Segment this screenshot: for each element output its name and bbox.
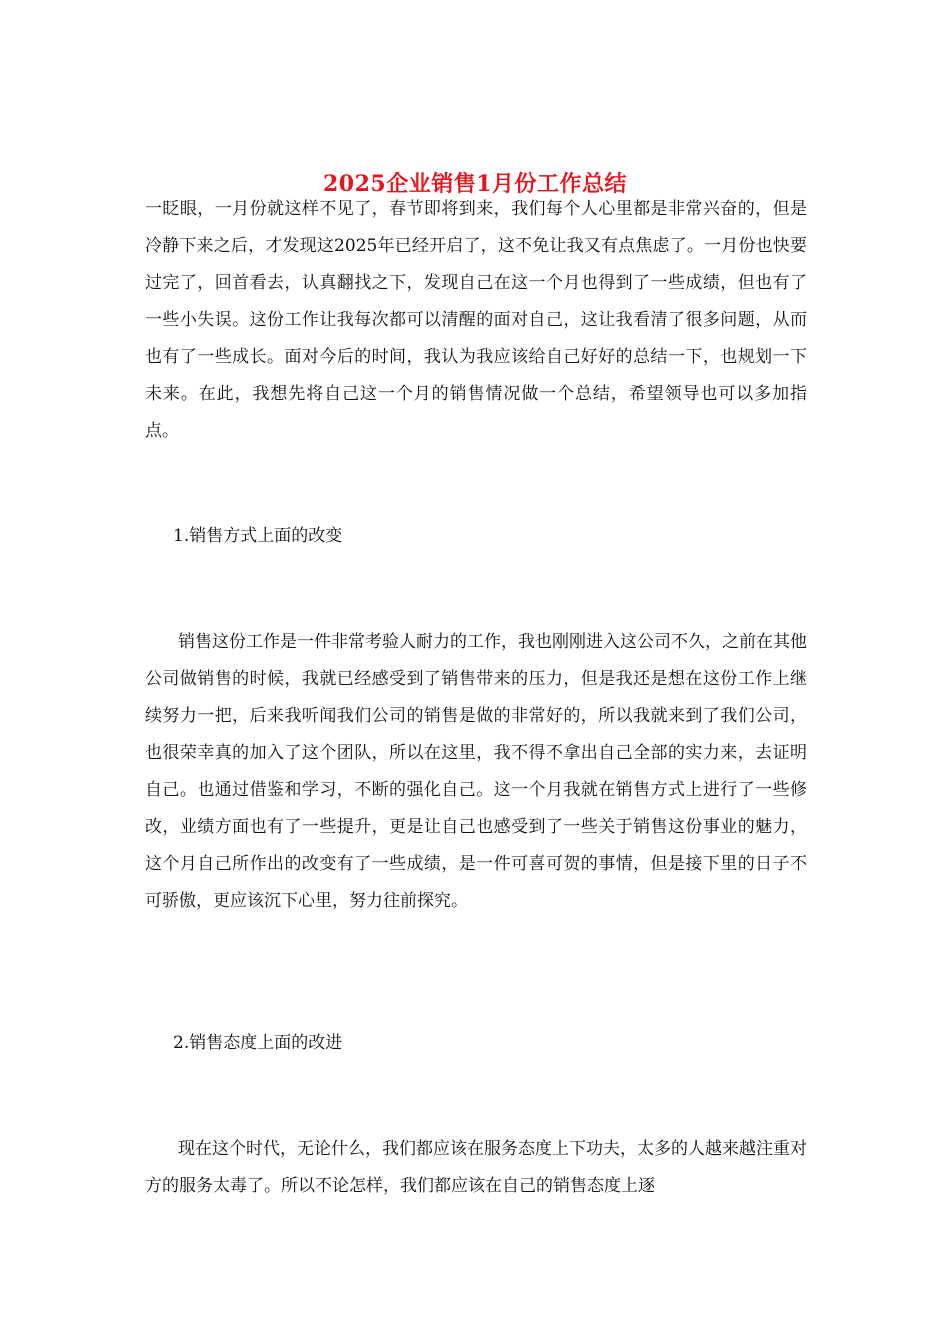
section-heading-2: 2.销售态度上面的改进 xyxy=(173,1033,343,1053)
document-title: 2025企业销售1月份工作总结 xyxy=(322,170,628,197)
section-body-1: 销售这份工作是一件非常考验人耐力的工作，我也刚刚进入这公司不久，之前在其他公司做销售的时候，我就已经感受到了销售带来的压力，但是我还是想在这份工作上继续努力一把，后来我听闻我们公司的销售是做的非常好的，所以我就来到了我们公司，也很荣幸真的加入了这个团队，所以在这里，我不得不拿出自己全部的实力来，去证明自己。也通过借鉴和学习，不断的强化自己。这一个月我就在销售方式上进行了一些修改，业绩方面也有了一些提升，更是让自己也感受到了一些关于销售这份事业的魅力，这个月自己所作出的改变有了一些成绩，是一件可喜可贺的事情，但是接下里的日子不可骄傲，更应该沉下心里，努力往前探究。 xyxy=(145,632,807,911)
section-body-2: 现在这个时代，无论什么，我们都应该在服务态度上下功夫，太多的人越来越注重对方的服务太毒了。所以不论怎样，我们都应该在自己的销售态度上逐 xyxy=(145,1139,807,1196)
intro-paragraph: 一眨眼，一月份就这样不见了，春节即将到来，我们每个人心里都是非常兴奋的，但是冷静下来之后，才发现这2025年已经开启了，这不免让我又有点焦虑了。一月份也快要过完了，回首看去，认真翻找之下，发现自己在这一个月也得到了一些成绩，但也有了一些小失误。这份工作让我每次都可以清醒的面对自己，这让我看清了很多问题，从而也有了一些成长。面对今后的时间，我认为我应该给自己好好的总结一下，也规划一下未来。在此，我想先将自己这一个月的销售情况做一个总结，希望领导也可以多加指点。 xyxy=(145,199,807,441)
section-heading-1: 1.销售方式上面的改变 xyxy=(173,526,343,546)
